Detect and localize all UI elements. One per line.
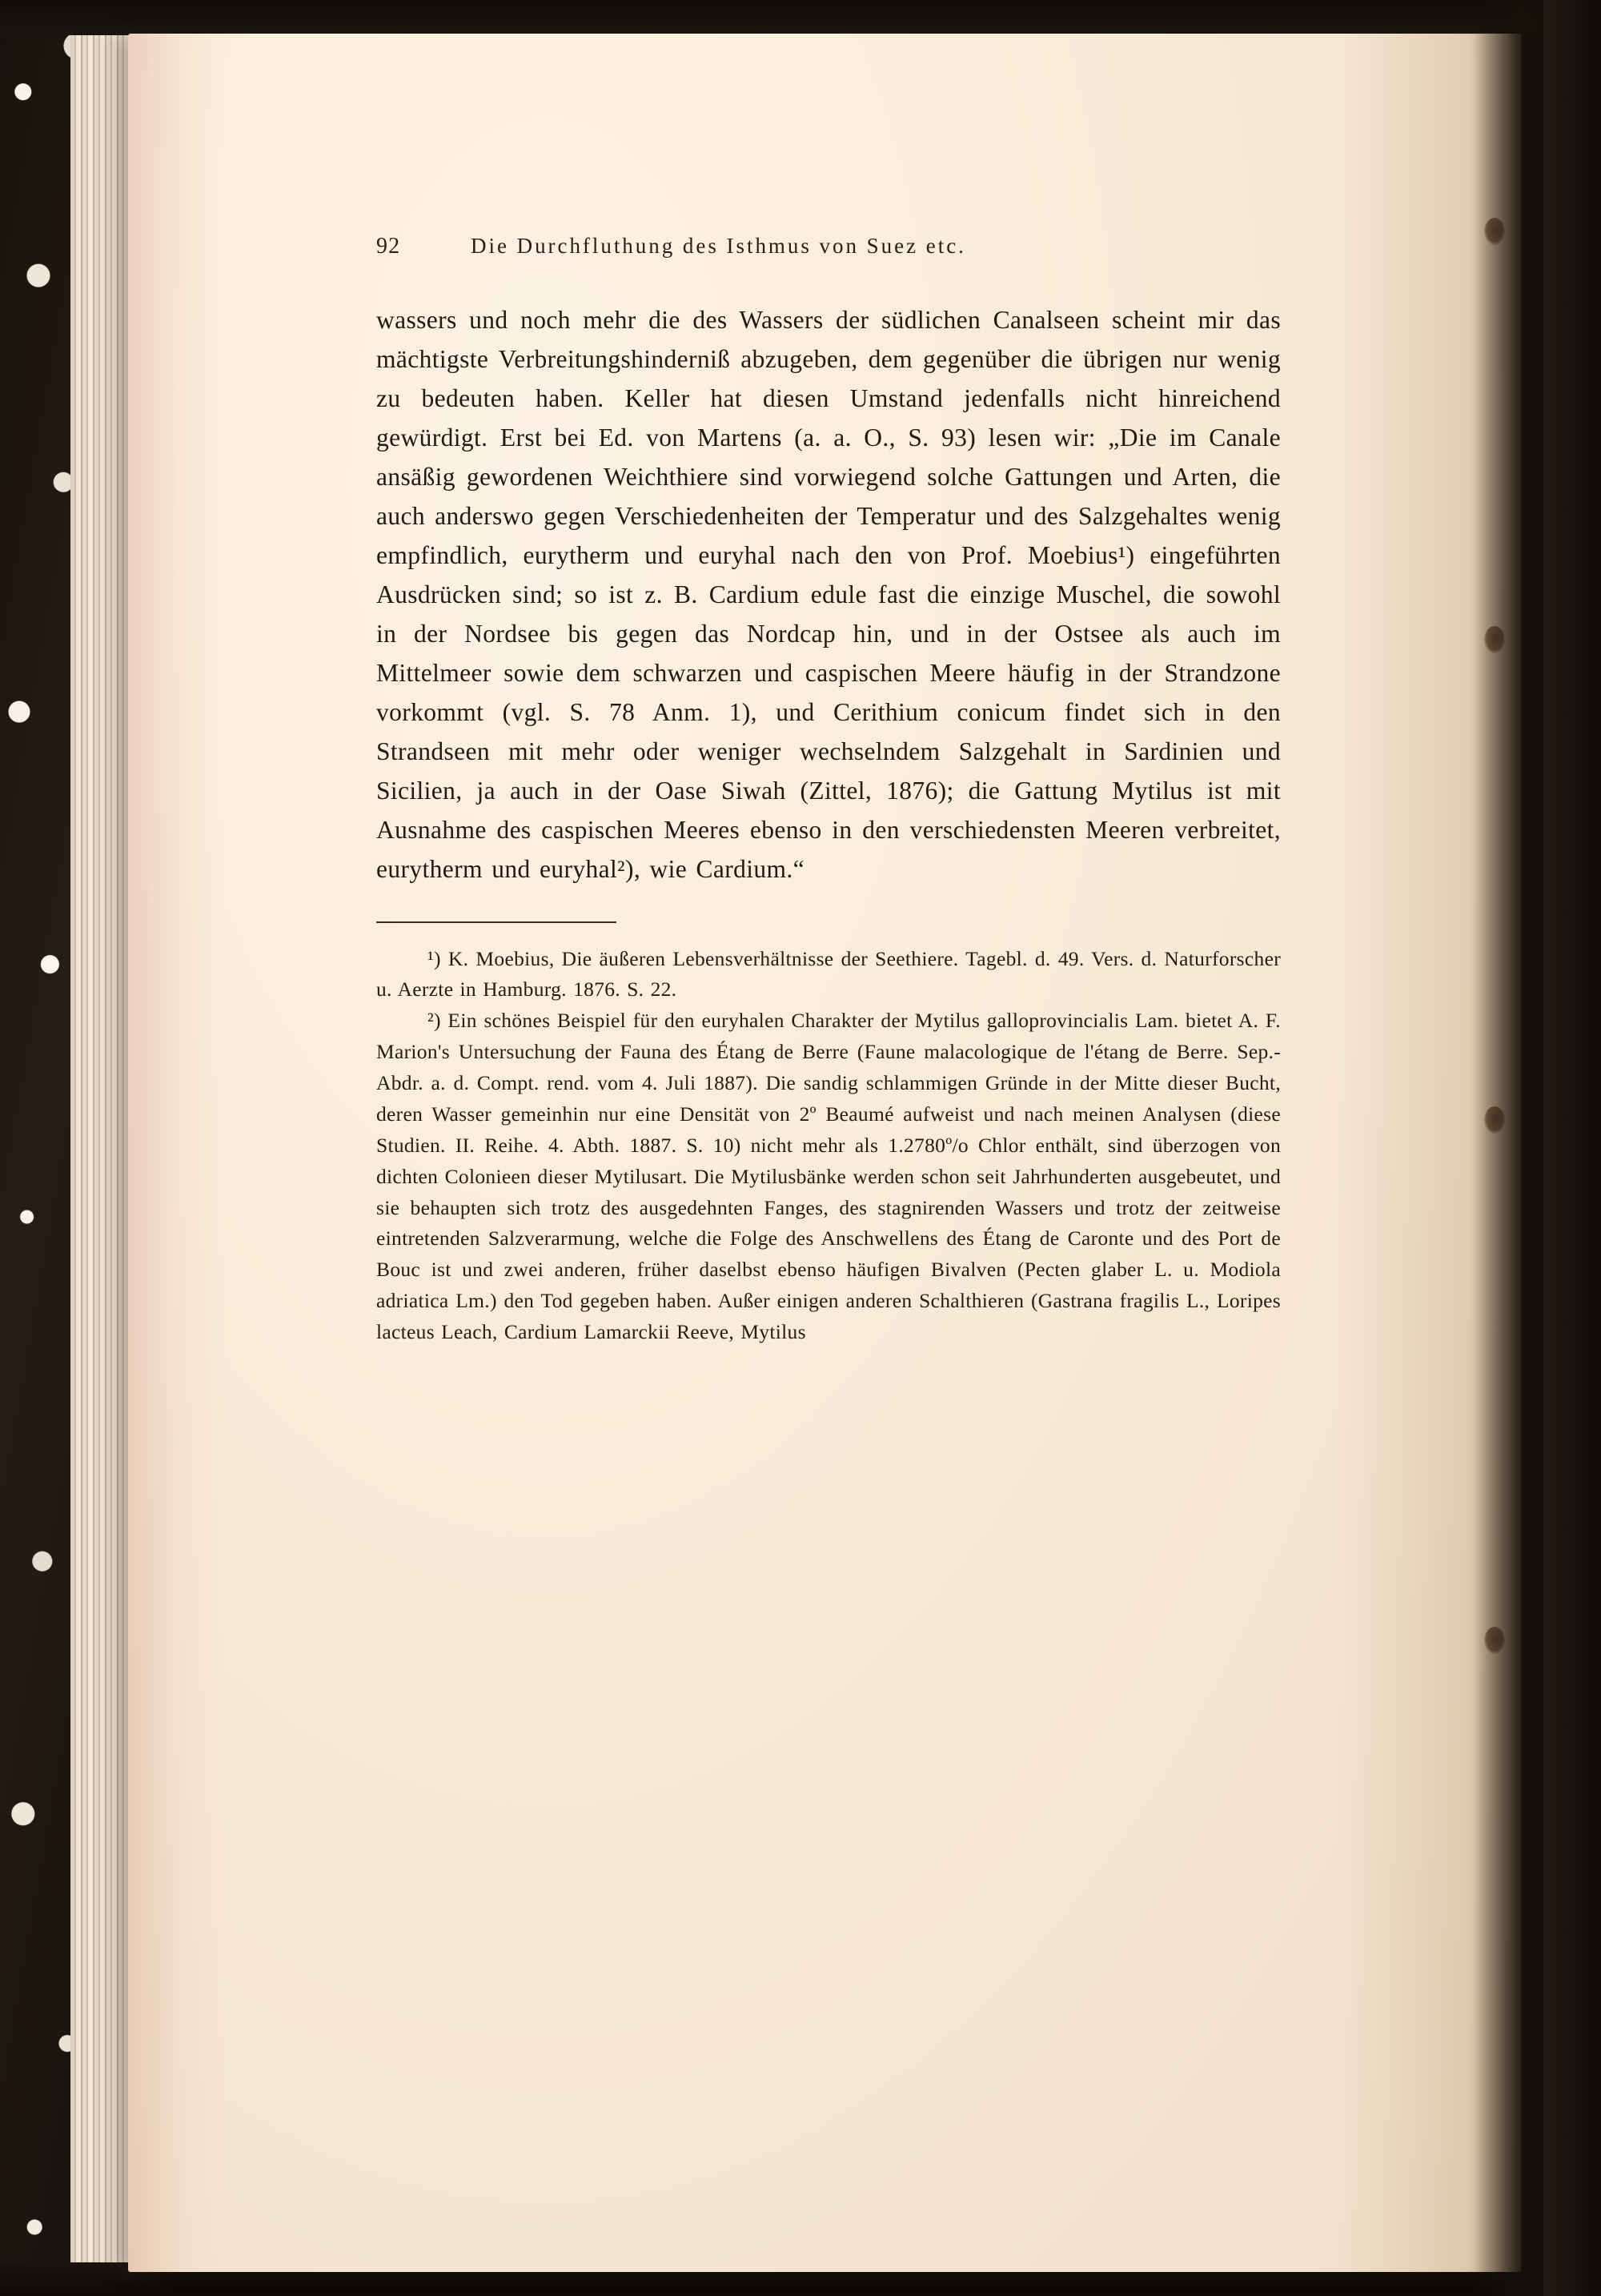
footnote-1: ¹) K. Moebius, Die äußeren Lebensverhältnisse der Seethiere. Tagebl. d. 49. Vers. d. Naturforscher u. Aerzte in Hamburg. 1876. S. 22.	[376, 946, 1281, 1001]
text-block	[376, 234, 1281, 1348]
running-head-title: Die Durchfluthung des Isthmus von Suez etc.	[471, 234, 966, 258]
book-page	[128, 34, 1521, 2272]
body-paragraph: wassers und noch mehr die des Wassers der südlichen Canalseen scheint mir das mächtigste Verbreitungshinderniß abzugeben, dem gegenüber die übrigen nur wenig zu bedeuten haben. Keller hat diesen Umstand jedenfalls nicht hinreichend gewürdigt. Erst bei Ed. von Martens (a. a. O., S. 93) lesen wir: „Die im Canale ansäßig gewordenen Weichthiere sind vorwiegend solche Gattungen und Arten, die auch anderswo gegen Verschiedenheiten der Temperatur und des Salzgehaltes wenig empfindlich, eurytherm und euryhal nach den von Prof. Moebius¹) eingeführten Ausdrücken sind; so ist z. B. Cardium edule fast die einzige Muschel, die sowohl in der Nordsee bis gegen das Nordcap hin, und in der Ostsee als auch im Mittelmeer sowie dem schwarzen und caspischen Meere häufig in der Strandzone vorkommt (vgl. S. 78 Anm. 1), und Cerithium conicum findet sich in den Strandseen mit mehr oder weniger wechselndem Salzgehalt in Sardinien und Sicilien, ja auch in der Oase Siwah (Zittel, 1876); die Gattung Mytilus ist mit Ausnahme des caspischen Meeres ebenso in den verschiedensten Meeren verbreitet, eurytherm und euryhal²), wie Cardium.“	[376, 306, 1281, 883]
footnote-rule	[376, 921, 616, 923]
footnotes	[376, 944, 1281, 1348]
top-shadow-band	[0, 0, 1601, 35]
footnote-2: ²) Ein schönes Beispiel für den euryhalen Charakter der Mytilus galloprovincialis Lam. bietet A. F. Marion's Untersuchung der Fauna des Étang de Berre (Faune malacologique de l'étang de Berre. Sep.-Abdr. a. d. Compt. rend. vom 4. Juli 1887). Die sandig schlammigen Gründe in der Mitte dieser Bucht, deren Wasser gemeinhin nur eine Densität von 2º Beaumé aufweist und nach meinen Analysen (diese Studien. II. Reihe. 4. Abth. 1887. S. 10) nicht mehr als 1.2780º/o Chlor enthält, sind überzogen von dichten Colonieen dieser Mytilusart. Die Mytilusbänke werden schon seit Jahrhunderten ausgebeutet, und sie behaupten sich trotz des ausgedehnten Fanges, des stagnirenden Wassers und trotz der zeitweise eintretenden Salzverarmung, welche die Folge des Anschwellens des Étang de Caronte und des Port de Bouc ist und zwei anderen, früher daselbst ebenso häufigen Bivalven (Pecten glaber L. u. Modiola adriatica Lm.) den Tod gegeben haben. Außer einigen anderen Schalthieren (Gastrana fragilis L., Loripes lacteus Leach, Cardium Lamarckii Reeve, Mytilus	[376, 1009, 1281, 1344]
page-number: 92	[376, 234, 401, 259]
running-head	[376, 234, 1281, 259]
back-cover-board	[1543, 0, 1601, 2296]
